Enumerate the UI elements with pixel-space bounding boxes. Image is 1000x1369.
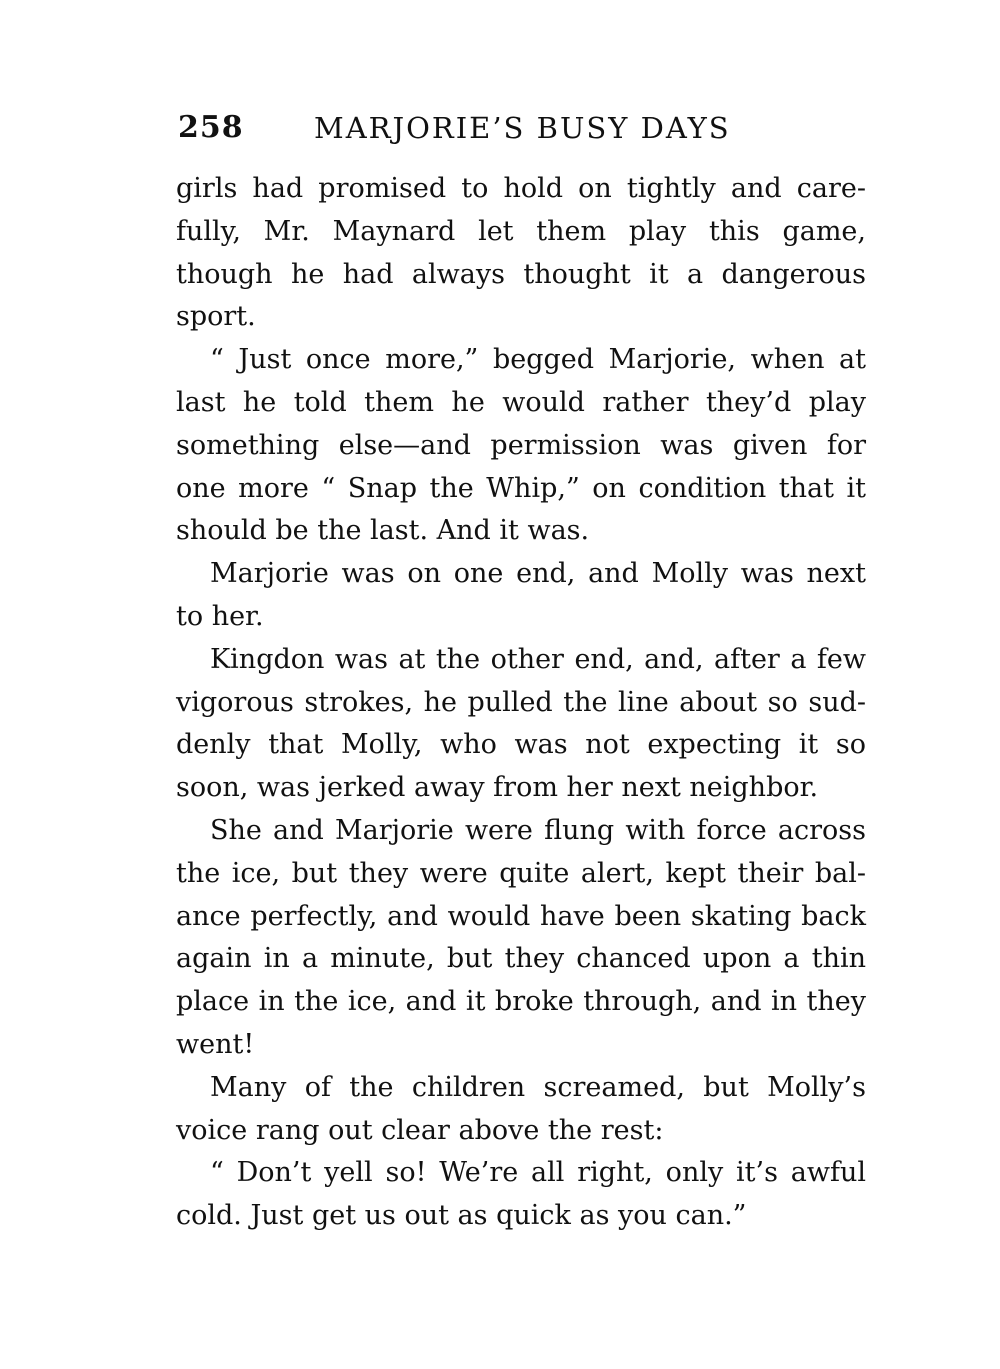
paragraph: “ Just once more,” begged Marjorie, when at last he told them he would rather they’d play something else—and permission was given for one more “ Snap the Whip,” on condition that it should be the last. And it was. [176,344,866,547]
running-head-title: MARJORIE’S BUSY DAYS [314,111,731,145]
paragraph: She and Marjorie were flung with force across the ice, but they were quite alert, kept their balance perfectly, and would have been skating back again in a minute, but they chanced upon a thin place in the ice, and it broke through, and in they went! [176,814,866,1060]
body-text [176,168,866,1238]
paragraph: Many of the children screamed, but Molly’s voice rang out clear above the rest: [176,1071,866,1146]
page-header [178,104,868,152]
paragraph: “ Don’t yell so! We’re all right, only it’s awful cold. Just get us out as quick as you can.” [176,1157,866,1232]
paragraph: Kingdon was at the other end, and, after a few vigorous strokes, he pulled the line about so suddenly that Molly, who was not expecting it so soon, was jerked away from her next neighbor. [176,643,866,804]
paragraph: Marjorie was on one end, and Molly was next to her. [176,558,866,632]
paragraph-continued: girls had promised to hold on tightly and carefully, Mr. Maynard let them play this game, though he had always thought it a dangerous sport. [176,173,866,333]
page-number: 258 [178,110,244,145]
